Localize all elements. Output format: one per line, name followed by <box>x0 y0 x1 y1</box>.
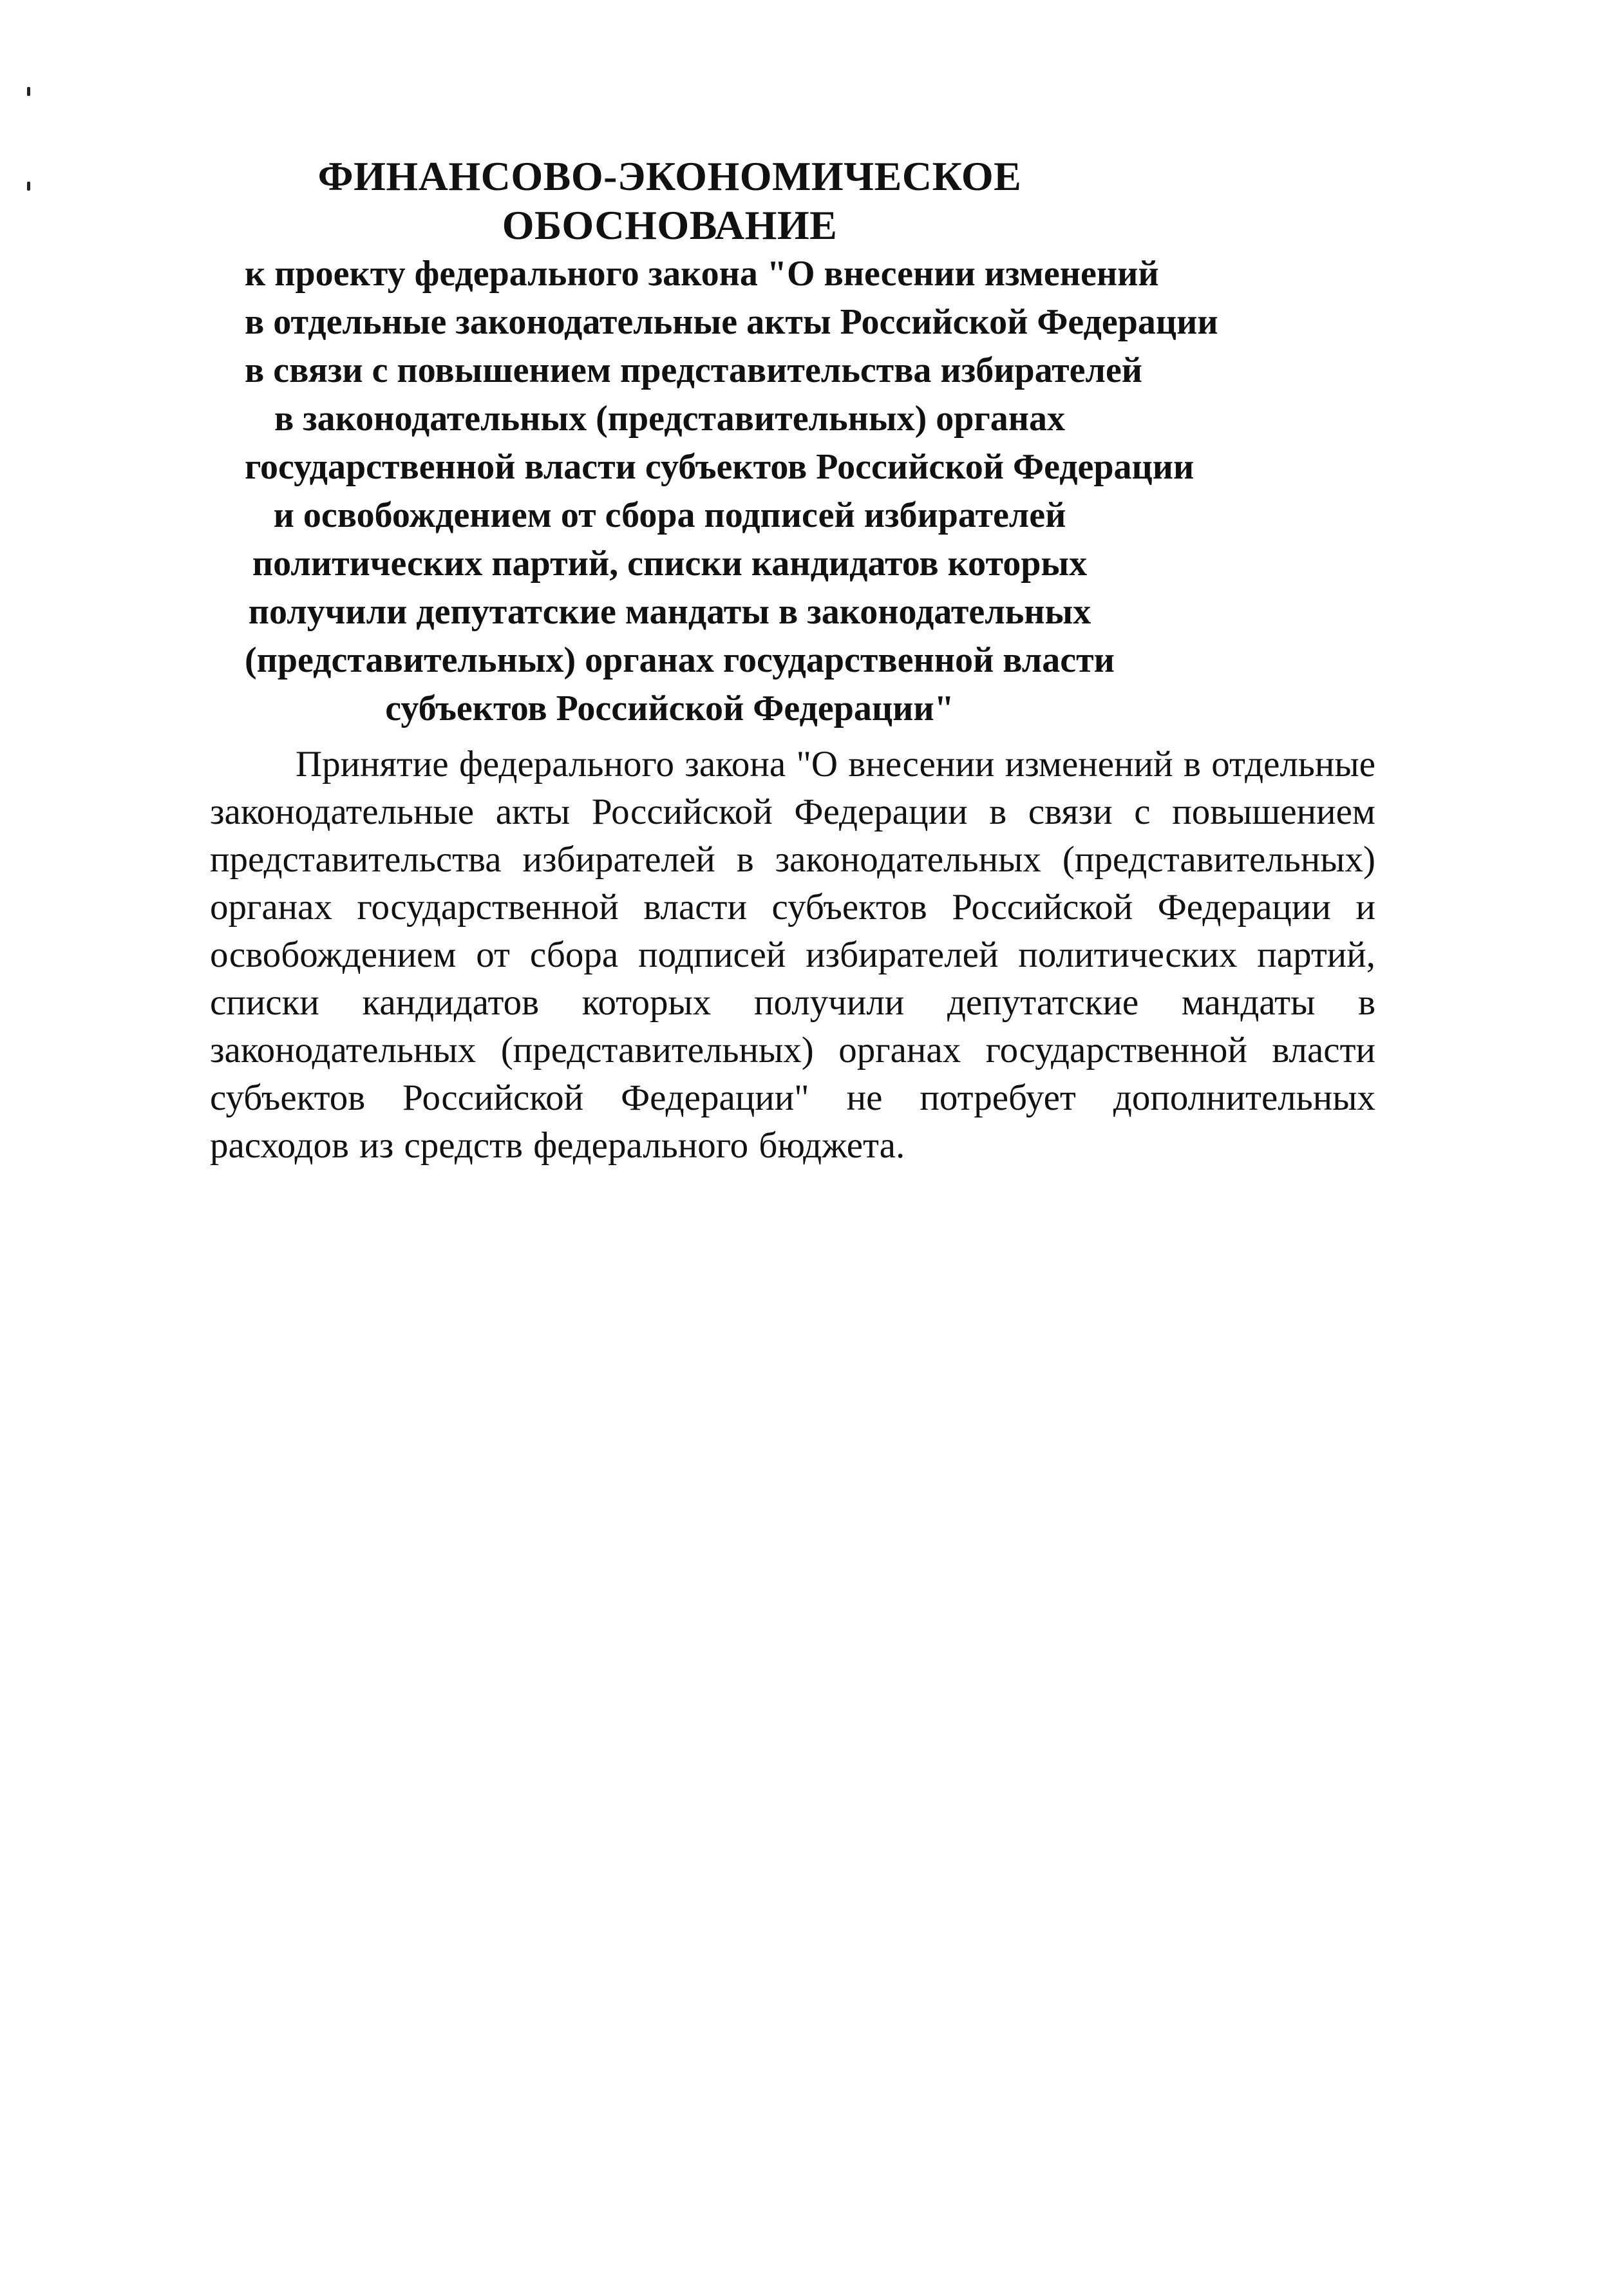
subtitle-line: государственной власти субъектов Российской Федерации <box>245 447 1194 487</box>
subtitle-line: и освобождением от сбора подписей избирателей <box>273 495 1066 535</box>
subtitle-line: субъектов Российской Федерации" <box>385 689 954 728</box>
body-paragraph: Принятие федерального закона "О внесении изменений в отдельные законодательные акты Российской Федерации в связи с повышением представительства избирателей в законодательных (представительных) органах государственной власти субъектов Российской Федерации и освобождением от сбора подписей избирателей политических партий, списки кандидатов которых получили депутатские мандаты в законодательных (представительных) органах государственной власти субъектов Российской Федерации" не потребует дополнительных расходов из средств федерального бюджета. <box>210 744 1375 1166</box>
title-block <box>245 152 1218 733</box>
subtitle-line: в отдельные законодательные акты Российской Федерации <box>245 302 1218 342</box>
subtitle-line: к проекту федерального закона "О внесении изменений <box>245 254 1159 294</box>
subtitle-line: (представительных) органах государственной власти <box>245 640 1115 680</box>
scan-mark <box>27 87 30 96</box>
document-title: ФИНАНСОВО-ЭКОНОМИЧЕСКОЕ ОБОСНОВАНИЕ <box>317 153 1022 248</box>
subtitle-line: политических партий, списки кандидатов которых <box>252 544 1088 584</box>
subtitle-line: в связи с повышением представительства избирателей <box>245 350 1143 390</box>
scan-mark <box>27 182 30 191</box>
subtitle-line: в законодательных (представительных) органах <box>274 399 1066 439</box>
subtitle-line: получили депутатские мандаты в законодательных <box>248 592 1091 632</box>
